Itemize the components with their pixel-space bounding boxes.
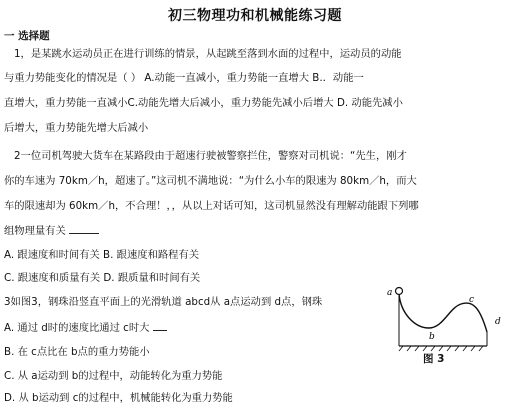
- figure-caption: 图 3: [423, 353, 445, 365]
- page-title: 初三物理功和机械能练习题: [168, 8, 342, 24]
- q1-line2: 与重力势能变化的情况是（ ） A.动能一直减小，重力势能一直增大 B.．动能一: [4, 72, 364, 84]
- q2-line2: 你的车速为 70km／h，超速了。”这司机不满地说：“为什么小车的限速为 80km／h，而大: [4, 175, 417, 187]
- q3-option-d: D. 从 b运动到 c的过程中，机械能转化为重力势能: [4, 392, 233, 404]
- answer-blank: [69, 223, 99, 234]
- label-c: c: [469, 295, 475, 305]
- q3-option-a: [4, 320, 167, 335]
- q1-line3: 直增大，重力势能一直减小C.动能先增大后减小，重力势能先减小后增大 D. 动能先减小: [4, 97, 403, 109]
- label-a: a: [387, 288, 393, 298]
- q2-option-ab: A. 跟速度和时间有关 B. 跟速度和路程有关: [4, 249, 200, 261]
- q2-option-cd: C. 跟速度和质量有关 D. 跟质量和时间有关: [4, 272, 201, 284]
- label-d: d: [495, 317, 501, 327]
- section-heading: 一 选择题: [4, 30, 50, 42]
- q1-line4: 后增大，重力势能先增大后减小: [4, 122, 149, 134]
- q3-line1: 3如图3，钢珠沿竖直平面上的光滑轨道 abcd从 a点运动到 d点，钢珠: [4, 296, 323, 308]
- q3-option-a-text: A. 通过 d时的速度比通过 c时大: [4, 322, 150, 334]
- track-figure: [385, 284, 510, 352]
- steel-ball: [396, 288, 403, 295]
- q3-option-c: C. 从 a运动到 b的过程中，动能转化为重力势能: [4, 370, 223, 382]
- q2-line4: [4, 223, 99, 238]
- q2-line3: 车的限速却为 60km／h，不合理！，，从以上对话可知，这司机显然没有理解动能跟下列哪: [4, 200, 419, 212]
- q2-line4-text: 组物理量有关: [4, 225, 66, 237]
- q1-line1: 1，是某跳水运动员正在进行训练的情景，从起跳至落到水面的过程中，运动员的动能: [14, 48, 402, 60]
- q2-line1: 2一位司机驾驶大货车在某路段由于超速行驶被警察拦住，警察对司机说：“先生，刚才: [14, 150, 407, 162]
- q3-answer-blank: [153, 320, 167, 331]
- label-b: b: [429, 332, 435, 342]
- q3-option-b: B. 在 c点比在 b点的重力势能小: [4, 346, 150, 358]
